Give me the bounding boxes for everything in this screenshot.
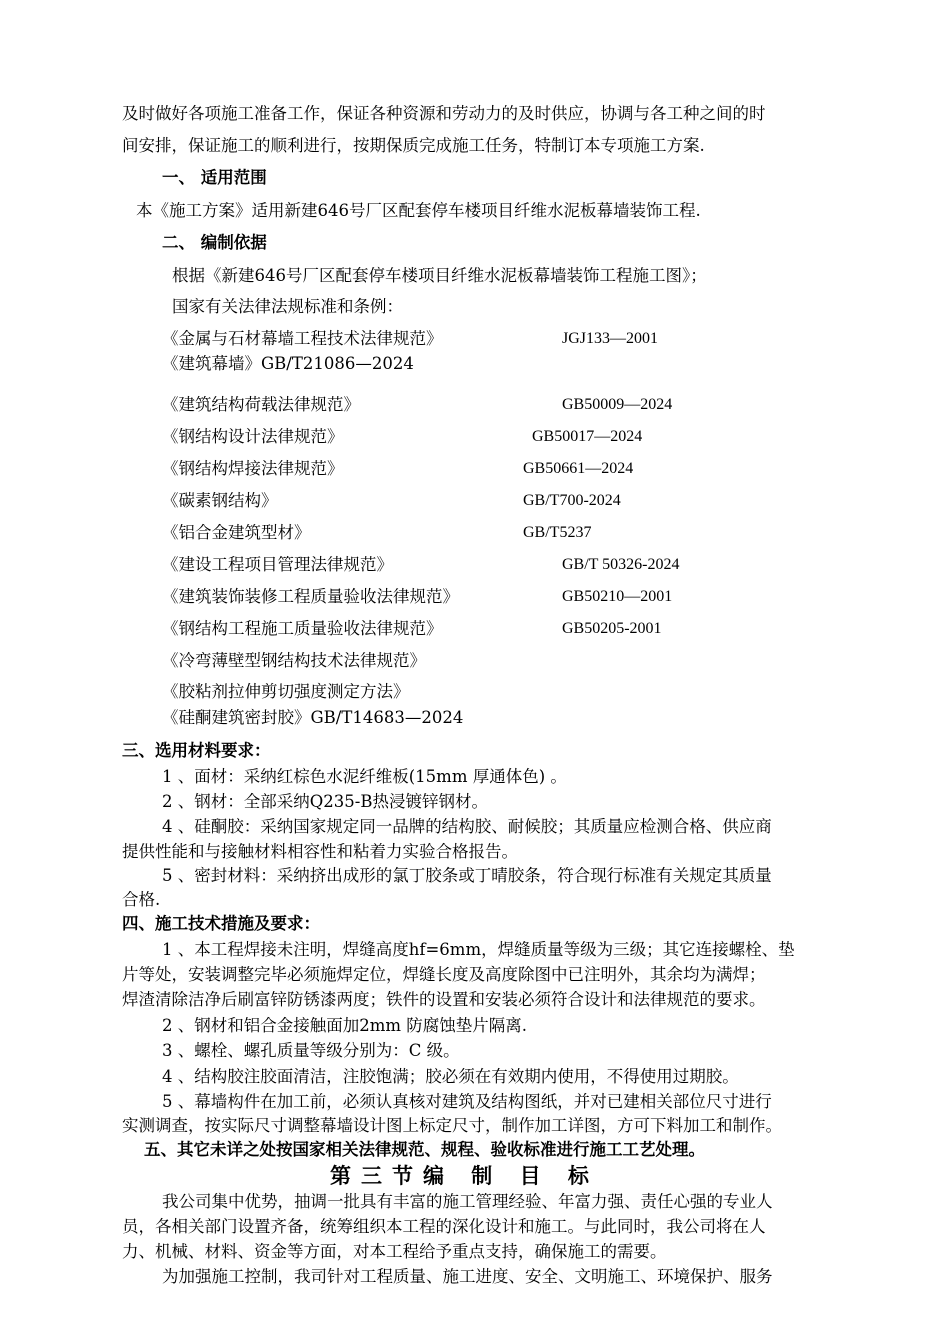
intro-line-1: 及时做好各项施工准备工作，保证各种资源和劳动力的及时供应，协调与各工种之间的时: [122, 104, 766, 123]
standard-code: GB/T 50326-2024: [562, 556, 680, 573]
section-title: 第三节编 制 目 标: [330, 1163, 599, 1188]
section-1-heading: 一、 适用范围: [162, 168, 267, 187]
section-2-heading: 二、 编制依据: [162, 233, 267, 252]
standard-code: GB50210—2001: [562, 588, 673, 605]
section-3-line: 合格.: [122, 890, 161, 909]
section-4-line: 3 、螺栓、螺孔质量等级分别为：C 级。: [162, 1041, 460, 1060]
standard-name: 《冷弯薄壁型钢结构技术法律规范》: [162, 651, 426, 670]
standard-code: JGJ133—2001: [562, 330, 659, 347]
standard-code: GB/T700-2024: [523, 492, 621, 509]
standard-name: 《钢结构焊接法律规范》: [162, 459, 344, 478]
standard-name: 《胶粘剂拉伸剪切强度测定方法》: [162, 682, 410, 701]
standard-name: 《建筑幕墙》GB/T21086—2024: [162, 354, 414, 373]
section-4-heading: 四、施工技术措施及要求：: [122, 914, 320, 933]
section-3-heading: 三、选用材料要求：: [122, 741, 271, 760]
standard-name: 《碳素钢结构》: [162, 491, 278, 510]
section-2-line-2: 国家有关法律法规标准和条例：: [172, 297, 403, 316]
section-6-line: 员，各相关部门设置齐备，统筹组织本工程的深化设计和施工。与此同时，我公司将在人: [122, 1217, 766, 1236]
section-6-line: 我公司集中优势，抽调一批具有丰富的施工管理经验、年富力强、责任心强的专业人: [162, 1192, 773, 1211]
section-5-heading: 五、其它未详之处按国家相关法律规范、规程、验收标准进行施工工艺处理。: [144, 1140, 705, 1159]
section-4-line: 2 、钢材和铝合金接触面加2mm 防腐蚀垫片隔离.: [162, 1016, 528, 1035]
section-3-line: 4 、硅酮胶：采纳国家规定同一品牌的结构胶、耐候胶；其质量应检测合格、供应商: [162, 817, 772, 836]
standard-name: 《钢结构设计法律规范》: [162, 427, 344, 446]
standard-name: 《建筑装饰装修工程质量验收法律规范》: [162, 587, 459, 606]
standard-name: 《铝合金建筑型材》: [162, 523, 311, 542]
standard-code: GB50009—2024: [562, 396, 673, 413]
standard-name: 《建筑结构荷载法律规范》: [162, 395, 360, 414]
standard-code: GB50661—2024: [523, 460, 634, 477]
section-4-line: 4 、结构胶注胶面清洁，注胶饱满；胶必须在有效期内使用，不得使用过期胶。: [162, 1067, 739, 1086]
section-2-line-1: 根据《新建646号厂区配套停车楼项目纤维水泥板幕墙装饰工程施工图》；: [172, 266, 707, 285]
standard-name: 《金属与石材幕墙工程技术法律规范》: [162, 329, 443, 348]
section-6-line: 力、机械、材料、资金等方面，对本工程给予重点支持，确保施工的需要。: [122, 1242, 667, 1261]
section-1-text: 本《施工方案》适用新建646号厂区配套停车楼项目纤维水泥板幕墙装饰工程.: [136, 201, 701, 220]
standard-name: 《建设工程项目管理法律规范》: [162, 555, 393, 574]
section-4-line: 片等处，安装调整完毕必须施焊定位，焊缝长度及高度除图中已注明外，其余均为满焊；: [122, 965, 766, 984]
intro-line-2: 间安排，保证施工的顺利进行，按期保质完成施工任务，特制订本专项施工方案.: [122, 136, 705, 155]
standard-code: GB50205-2001: [562, 620, 662, 637]
section-3-line: 提供性能和与接触材料相容性和粘着力实验合格报告。: [122, 842, 518, 861]
standard-name: 《钢结构工程施工质量验收法律规范》: [162, 619, 443, 638]
section-4-line: 5 、幕墙构件在加工前，必须认真核对建筑及结构图纸，并对已建相关部位尺寸进行: [162, 1092, 772, 1111]
section-3-line: 2 、钢材：全部采纳Q235-B热浸镀锌钢材。: [162, 792, 488, 811]
standard-code: GB50017—2024: [532, 428, 643, 445]
section-6-line: 为加强施工控制，我司针对工程质量、施工进度、安全、文明施工、环境保护、服务: [162, 1267, 773, 1286]
section-4-line: 实测调查，按实际尺寸调整幕墙设计图上标定尺寸，制作加工详图，方可下料加工和制作。: [122, 1116, 782, 1135]
section-3-line: 5 、密封材料：采纳挤出成形的氯丁胶条或丁晴胶条，符合现行标准有关规定其质量: [162, 866, 772, 885]
standard-code: GB/T5237: [523, 524, 592, 541]
standard-name: 《硅酮建筑密封胶》GB/T14683—2024: [162, 708, 464, 727]
section-3-line: 1 、面材：采纳红棕色水泥纤维板(15mm 厚通体色) 。: [162, 767, 567, 786]
section-4-line: 1 、本工程焊接未注明，焊缝高度hf=6mm，焊缝质量等级为三级；其它连接螺栓、垫: [162, 940, 795, 959]
section-4-line: 焊渣清除洁净后刷富锌防锈漆两度；铁件的设置和安装必须符合设计和法律规范的要求。: [122, 990, 766, 1009]
